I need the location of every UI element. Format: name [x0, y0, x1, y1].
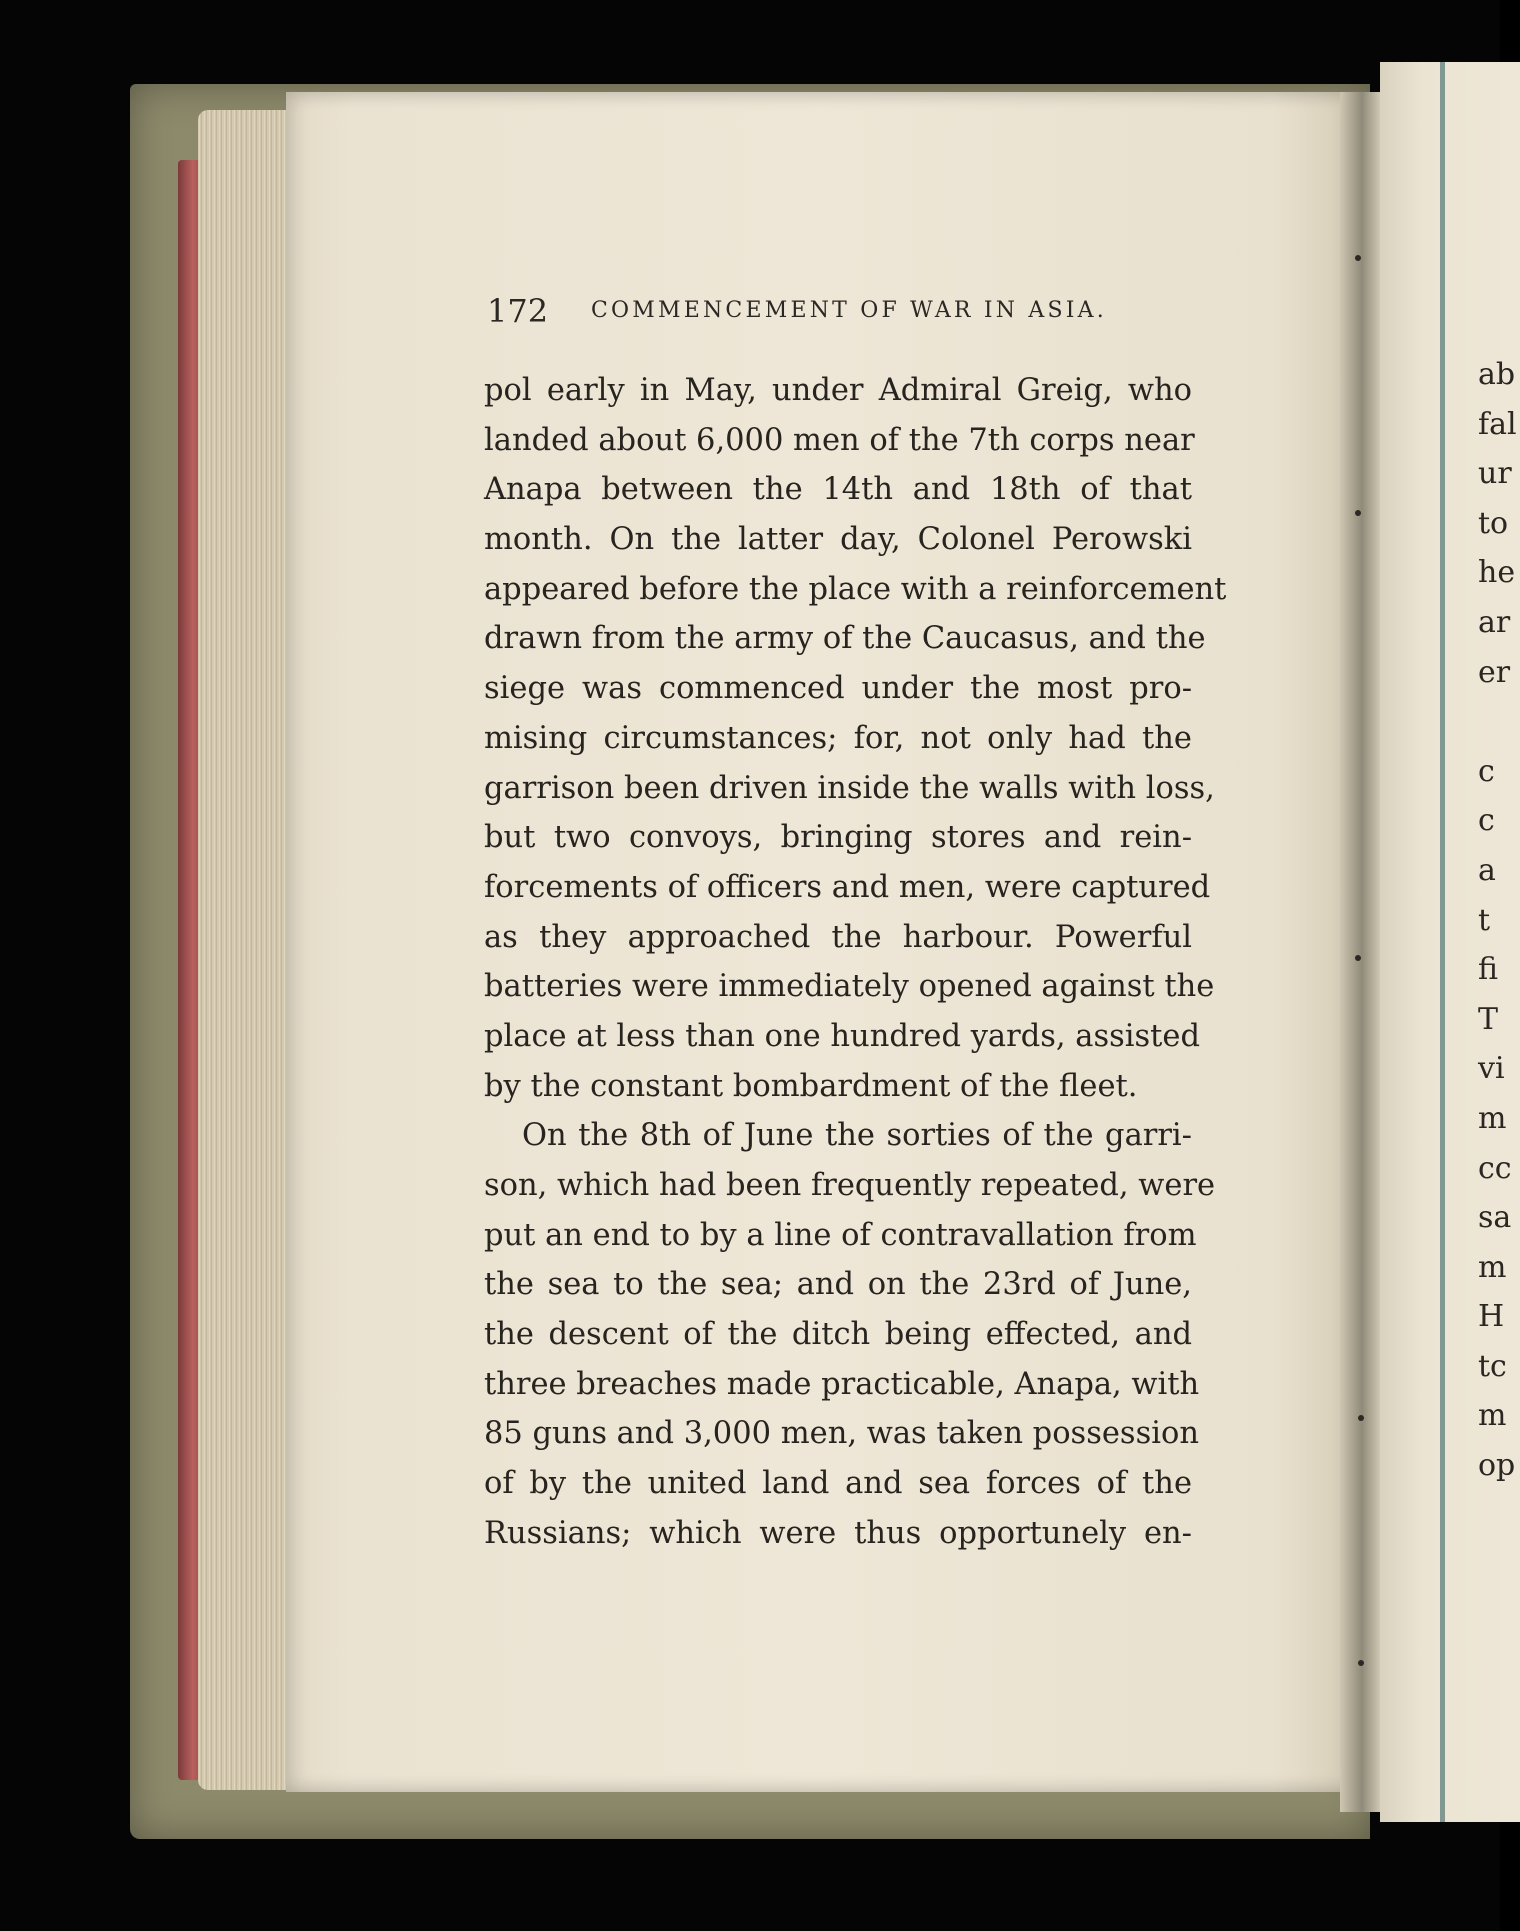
text-line: mising circumstances; for, not only had the	[484, 720, 1192, 756]
text-line: the descent of the ditch being effected, and	[484, 1317, 1192, 1353]
text-line: On the 8th of June the sorties of the garri-	[522, 1118, 1192, 1154]
text-line: Anapa between the 14th and 18th of that	[484, 472, 1192, 508]
text-line: siege was commenced under the most pro-	[484, 671, 1192, 707]
body-text	[484, 366, 1227, 1559]
right-page-line: T	[1478, 1001, 1499, 1037]
right-page-margin-rule	[1440, 62, 1445, 1822]
text-line: by the constant bombardment of the fleet.	[484, 1068, 1138, 1104]
thread-mark	[1355, 510, 1361, 516]
right-page-line: a	[1478, 852, 1496, 888]
text-line: as they approached the harbour. Powerful	[484, 919, 1192, 955]
thread-mark	[1355, 955, 1361, 961]
right-page-line: t	[1478, 902, 1491, 938]
right-page-line: vi	[1478, 1051, 1505, 1087]
text-line: pol early in May, under Admiral Greig, who	[484, 373, 1192, 408]
right-page-line: op	[1478, 1448, 1516, 1484]
text-line: landed about 6,000 men of the 7th corps near	[484, 422, 1195, 458]
page-number: 172	[487, 292, 549, 330]
text-line: month. On the latter day, Colonel Perowski	[484, 522, 1192, 558]
page-edges	[198, 110, 290, 1790]
text-line: appeared before the place with a reinforcement	[484, 571, 1227, 607]
text-line: three breaches made practicable, Anapa, with	[484, 1366, 1200, 1402]
text-line: forcements of officers and men, were captured	[484, 869, 1211, 905]
right-page-line: H	[1478, 1299, 1505, 1335]
thread-mark	[1358, 1415, 1364, 1421]
right-page-line: he	[1478, 555, 1516, 591]
text-line: Russians; which were thus opportunely en-	[484, 1515, 1192, 1551]
right-page-line: c	[1478, 753, 1495, 789]
right-page-line: ab	[1478, 357, 1516, 392]
right-page-line: cc	[1478, 1150, 1512, 1186]
running-title: COMMENCEMENT OF WAR IN ASIA.	[591, 298, 1107, 323]
text-line: 85 guns and 3,000 men, was taken possession	[484, 1416, 1199, 1452]
thread-mark	[1358, 1660, 1364, 1666]
right-page-line: fal	[1478, 406, 1517, 442]
right-page-line: fi	[1478, 952, 1499, 988]
text-line: drawn from the army of the Caucasus, and the	[484, 621, 1206, 657]
text-line: son, which had been frequently repeated, were	[484, 1168, 1216, 1203]
right-page-line: tc	[1478, 1348, 1507, 1384]
right-page-line: m	[1478, 1398, 1507, 1434]
right-page-line: er	[1478, 654, 1511, 690]
running-head	[487, 292, 1187, 332]
right-page-line: ur	[1478, 456, 1512, 492]
text-line: put an end to by a line of contravallation from	[484, 1217, 1197, 1253]
text-line: the sea to the sea; and on the 23rd of June,	[484, 1267, 1192, 1303]
right-page-line: to	[1478, 505, 1509, 541]
book-gutter	[1340, 92, 1380, 1812]
text-line: of by the united land and sea forces of the	[484, 1466, 1192, 1502]
right-page-line: m	[1478, 1100, 1507, 1136]
right-page-line: ar	[1478, 604, 1511, 640]
right-page-line: sa	[1478, 1200, 1512, 1236]
thread-mark	[1355, 255, 1361, 261]
right-page-text	[1478, 350, 1517, 1491]
text-line: place at less than one hundred yards, assisted	[484, 1018, 1200, 1054]
text-line: but two convoys, bringing stores and rein-	[484, 820, 1192, 856]
text-line: batteries were immediately opened against the	[484, 969, 1215, 1005]
right-page-line: m	[1478, 1249, 1507, 1285]
right-page-line	[1478, 697, 1517, 747]
right-page-line: c	[1478, 803, 1495, 839]
text-line: garrison been driven inside the walls with loss,	[484, 770, 1215, 806]
